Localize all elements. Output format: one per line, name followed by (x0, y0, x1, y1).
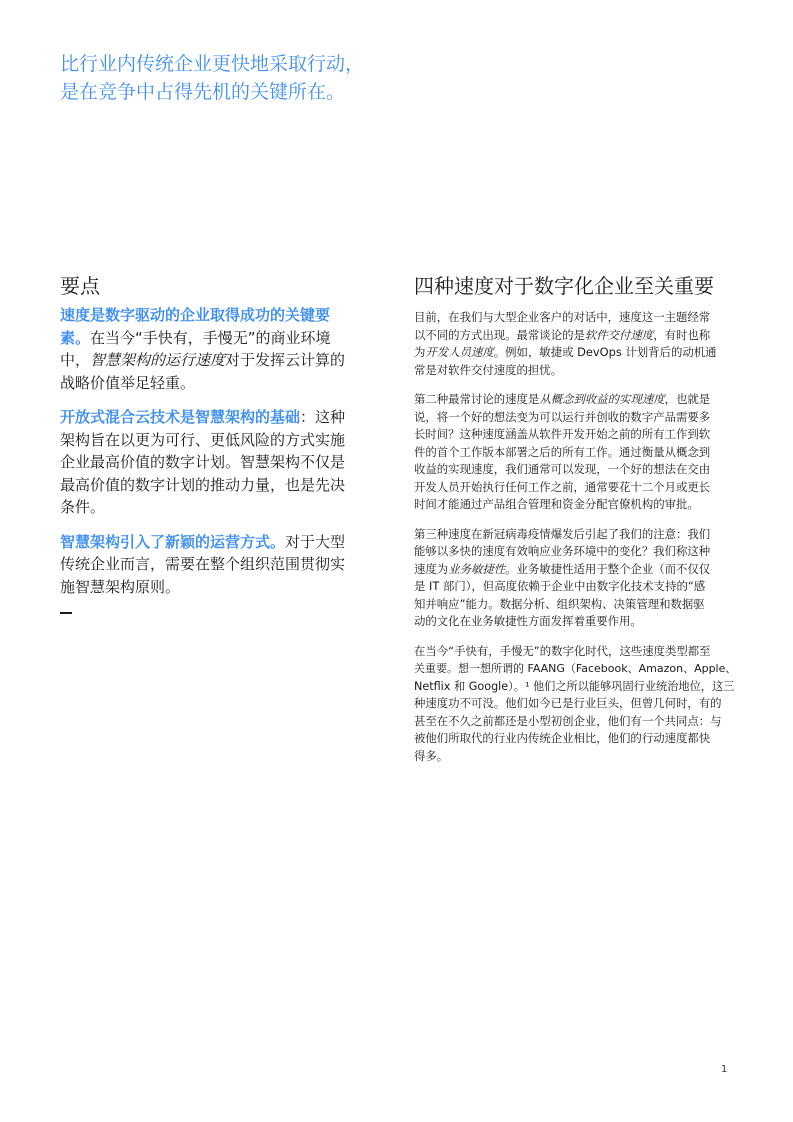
text-line (60, 406, 380, 429)
page-number: 1 (721, 1064, 728, 1075)
body-text: ，也就是 (664, 392, 711, 406)
text-line: 常是对软件交付速度的担忧。 (414, 362, 563, 377)
paragraph (414, 526, 739, 631)
key-point (60, 531, 380, 599)
text-line: 收益的实现速度，我们通常可以发现，一个好的想法在交由 (414, 462, 711, 476)
text-line: 是 IT 部门），但高度依赖于企业中由数字化技术支持的“感 (414, 579, 706, 593)
text-line (60, 349, 380, 372)
text-line: 甚至在不久之前都还是小型初创企业，他们有一个共同点：与 (414, 713, 722, 728)
text-line (414, 391, 739, 409)
text-line: 种速度功不可没。他们如今已是行业巨头，但曾几何时，有的 (414, 696, 722, 710)
text-line: 长时间？这种速度涵盖从软件开发开始之前的所有工作到软 (414, 427, 711, 441)
text-line: 知并响应”能力。数据分析、组织架构、决策管理和数据驱 (414, 596, 705, 611)
body-text: 速度为 (414, 561, 449, 576)
text-line (414, 561, 739, 579)
text-line: 第三种速度在新冠病毒疫情爆发后引起了我们的注意：我们 (414, 526, 711, 541)
key-point (60, 406, 380, 519)
body-text: 。业务敏捷性适用于整个企业（而不仅仅 (505, 561, 711, 576)
body-text: ：这种 (300, 408, 346, 426)
highlight-text: 素。 (60, 328, 91, 347)
text-line: 企业最高价值的数字计划。智慧架构不仅是 (60, 453, 346, 471)
text-line: 战略价值举足轻重。 (60, 373, 196, 392)
key-point (60, 304, 380, 394)
paragraph (414, 643, 739, 766)
text-line: 施智慧架构原则。 (60, 577, 181, 596)
headline-line: 是在竞争中占得先机的关键所在。 (60, 81, 346, 103)
body-text: ，有时也称 (653, 327, 711, 342)
speeds-section (414, 272, 739, 777)
key-points-section (60, 272, 380, 614)
text-line: 得多。 (414, 748, 449, 763)
text-line: 传统企业而言，需要在整个组织范围贯彻实 (60, 555, 346, 573)
text-line: 被他们所取代的行业内传统企业相比，他们的行动速度都快 (414, 731, 711, 745)
text-line (60, 304, 380, 327)
highlight-text: 开放式混合云技术是智慧架构的基础 (60, 408, 301, 426)
text-line: 最高价值的数字计划的推动力量，也是先决 (60, 475, 346, 494)
body-text: 对于大型 (285, 532, 346, 551)
body-text: 在当今“手快有，手慢无”的商业环境 (90, 328, 331, 347)
body-text: 为 (414, 345, 426, 359)
text-line: 在当今“手快有，手慢无”的数字化时代，这些速度类型都至 (414, 643, 711, 658)
italic-text: 软件交付速度 (584, 327, 654, 342)
italic-text: 智慧架构的运行速度 (90, 351, 226, 369)
page-headline (60, 50, 364, 106)
paragraph (414, 309, 739, 379)
text-line (414, 327, 739, 345)
paragraph (414, 391, 739, 514)
italic-text: 开发人员速度 (425, 345, 494, 359)
key-points-title: 要点 (60, 274, 100, 298)
headline-line: 比行业内传统企业更快地采取行动， (60, 53, 365, 75)
highlight-text: 速度是数字驱动的企业取得成功的关键要 (60, 306, 331, 324)
body-text: 以不同的方式出现。最常谈论的是 (414, 327, 585, 342)
text-line: Netflix 和 Google）。¹ 他们之所以能够巩固行业统治地位，这三 (414, 679, 735, 693)
text-line: 目前，在我们与大型企业客户的对话中，速度这一主题经常 (414, 310, 711, 324)
body-text: 。例如，敏捷或 DevOps 计划背后的动机通 (493, 345, 717, 359)
text-line: 开发人员开始执行任何工作之前，通常要花十二个月或更长 (414, 479, 711, 494)
text-line (60, 531, 380, 554)
text-line: 动的文化在业务敏捷性方面发挥着重要作用。 (414, 614, 642, 628)
text-line: 能够以多快的速度有效响应业务环境中的变化？我们称这种 (414, 544, 711, 558)
text-line: 条件。 (60, 498, 106, 516)
italic-text: 从概念到收益的实现速度 (539, 392, 665, 406)
body-text: 对于发挥云计算的 (225, 351, 346, 369)
text-line: 架构旨在以更为可行、更低风险的方式实施 (60, 430, 346, 449)
text-line: 时间才能通过产品组合管理和资金分配官僚机构的审批。 (414, 497, 699, 511)
text-line: 件的首个工作版本部署之后的所有工作。通过衡量从概念到 (414, 444, 711, 459)
highlight-text: 智慧架构引入了新颖的运营方式。 (60, 532, 286, 551)
section-divider (60, 612, 72, 614)
text-line (414, 344, 739, 362)
body-text: 第二种最常讨论的速度是 (414, 392, 540, 406)
speeds-title: 四种速度对于数字化企业至关重要 (414, 274, 714, 298)
text-line (60, 327, 380, 350)
body-text: 中， (60, 351, 91, 369)
italic-text: 业务敏捷性 (448, 561, 506, 576)
text-line: 关重要。想一想所谓的 FAANG（Facebook、Amazon、Apple、 (414, 662, 737, 675)
text-line: 说，将一个好的想法变为可以运行并创收的数字产品需要多 (414, 409, 711, 424)
